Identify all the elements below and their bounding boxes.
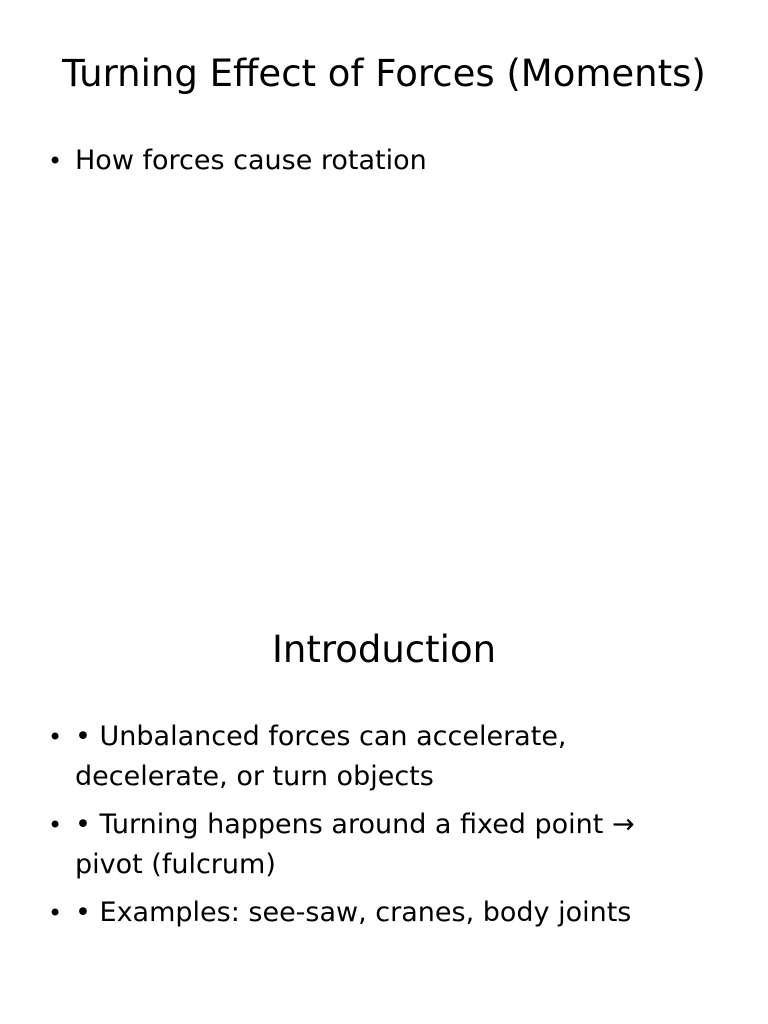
bullet-dot-icon: • xyxy=(48,723,63,751)
bullet-item xyxy=(48,717,688,797)
bullet-dot-icon: • xyxy=(48,899,63,927)
slide-title: Introduction xyxy=(271,628,497,671)
bullet-text: • Turning happens around a fixed point → pivot (fulcrum) xyxy=(75,809,635,880)
slide-2 xyxy=(0,512,768,1024)
bullet-text: How forces cause rotation xyxy=(75,145,427,176)
bullet-list xyxy=(48,141,688,189)
bullet-text: • Unbalanced forces can accelerate, decelerate, or turn objects xyxy=(75,721,567,792)
bullet-text: • Examples: see-saw, cranes, body joints xyxy=(75,897,632,928)
bullet-dot-icon: • xyxy=(48,811,63,839)
bullet-item xyxy=(48,805,688,885)
bullet-list xyxy=(48,717,688,941)
bullet-dot-icon: • xyxy=(48,147,63,175)
bullet-item xyxy=(48,141,688,181)
bullet-item xyxy=(48,893,688,933)
slide-title: Turning Effect of Forces (Moments) xyxy=(62,52,706,95)
